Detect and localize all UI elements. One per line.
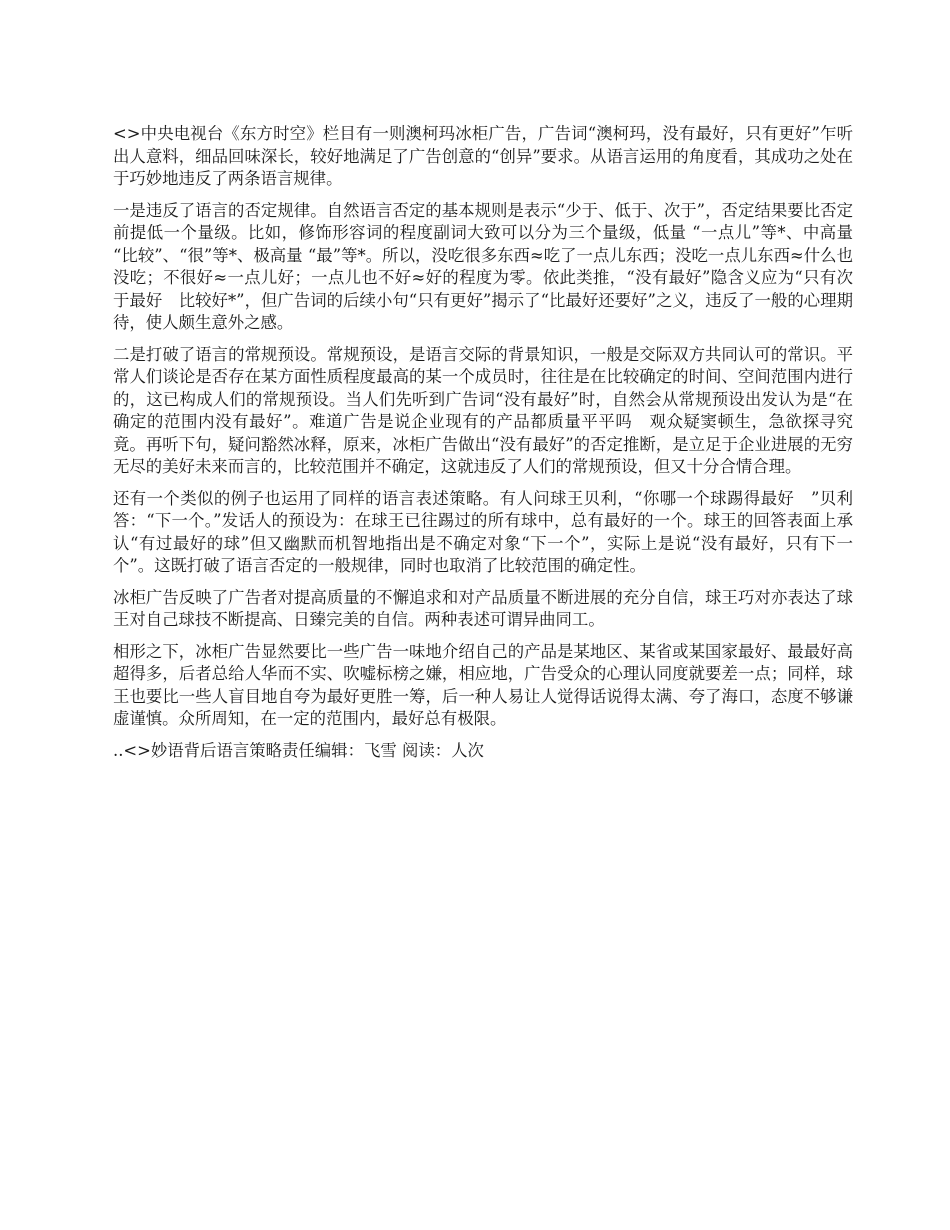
document-page [113,123,859,762]
footer-editor-line: ..<>妙语背后语言策略责任编辑：飞雪 阅读：人次 [113,740,484,760]
paragraph-presupposition: 二是打破了语言的常规预设。常规预设，是语言交际的背景知识，一般是交际双方共同认可的常识。平常人们谈论是否存在某方面性质程度最高的某一个成员时，往往是在比较确定的时间、空间范围内进行的，这已构成人们的常规预设。当人们先听到广告词“没有最好”时，自然会从常规预设出发认为是“在确定的范围内没有最好”。难道广告是说企业现有的产品都质量平平吗 观众疑窦顿生，急欲探寻究竟。再听下句，疑问豁然冰释，原来，冰柜广告做出“没有最好”的否定推断，是立足于企业进展的无穷无尽的美好未来而言的，比较范围并不确定，这就违反了人们的常规预设，但又十分合情合理。 [113,344,853,476]
paragraph-comparison: 相形之下，冰柜广告显然要比一些广告一味地介绍自己的产品是某地区、某省或某国家最好、最最好高超得多，后者总给人华而不实、吹嘘标榜之嫌，相应地，广告受众的心理认同度就要差一点；同样，球王也要比一些人盲目地自夸为最好更胜一筹，后一种人易让人觉得话说得太满、夸了海口，态度不够谦虚谨慎。众所周知，在一定的范围内，最好总有极限。 [113,641,853,728]
paragraph-pele-example: 还有一个类似的例子也运用了同样的语言表述策略。有人问球王贝利，“你哪一个球踢得最好 ”贝利答：“下一个。”发话人的预设为：在球王已往踢过的所有球中，总有最好的一个。球王的回答表面上承认“有过最好的球”但又幽默而机智地指出是不确定对象“下一个”，实际上是说“没有最好，只有下一个”。这既打破了语言否定的一般规律，同时也取消了比较范围的确定性。 [113,488,853,575]
paragraph-confidence: 冰柜广告反映了广告者对提高质量的不懈追求和对产品质量不断进展的充分自信，球王巧对亦表达了球王对自己球技不断提高、日臻完美的自信。两种表述可谓异曲同工。 [113,587,853,629]
paragraph-negation-rule: 一是违反了语言的否定规律。自然语言否定的基本规则是表示“少于、低于、次于”，否定结果要比否定前提低一个量级。比如，修饰形容词的程度副词大致可以分为三个量级，低量 “一点儿”等*、中高量 “比较”、“很”等*、极高量 “最”等*。所以，没吃很多东西≈吃了一点儿东西；没吃一点儿东西≈什么也没吃；不很好≈一点儿好；一点儿也不好≈好的程度为零。依此类推，“没有最好”隐含义应为“只有次于最好 比较好*”，但广告词的后续小句“只有更好”揭示了“比最好还要好”之义，违反了一般的心理期待，使人颇生意外之感。 [113,200,859,332]
paragraph-intro: <>中央电视台《东方时空》栏目有一则澳柯玛冰柜广告，广告词“澳柯玛，没有最好，只有更好”乍听出人意料，细品回味深长，较好地满足了广告创意的“创异”要求。从语言运用的角度看，其成功之处在于巧妙地违反了两条语言规律。 [113,124,853,188]
